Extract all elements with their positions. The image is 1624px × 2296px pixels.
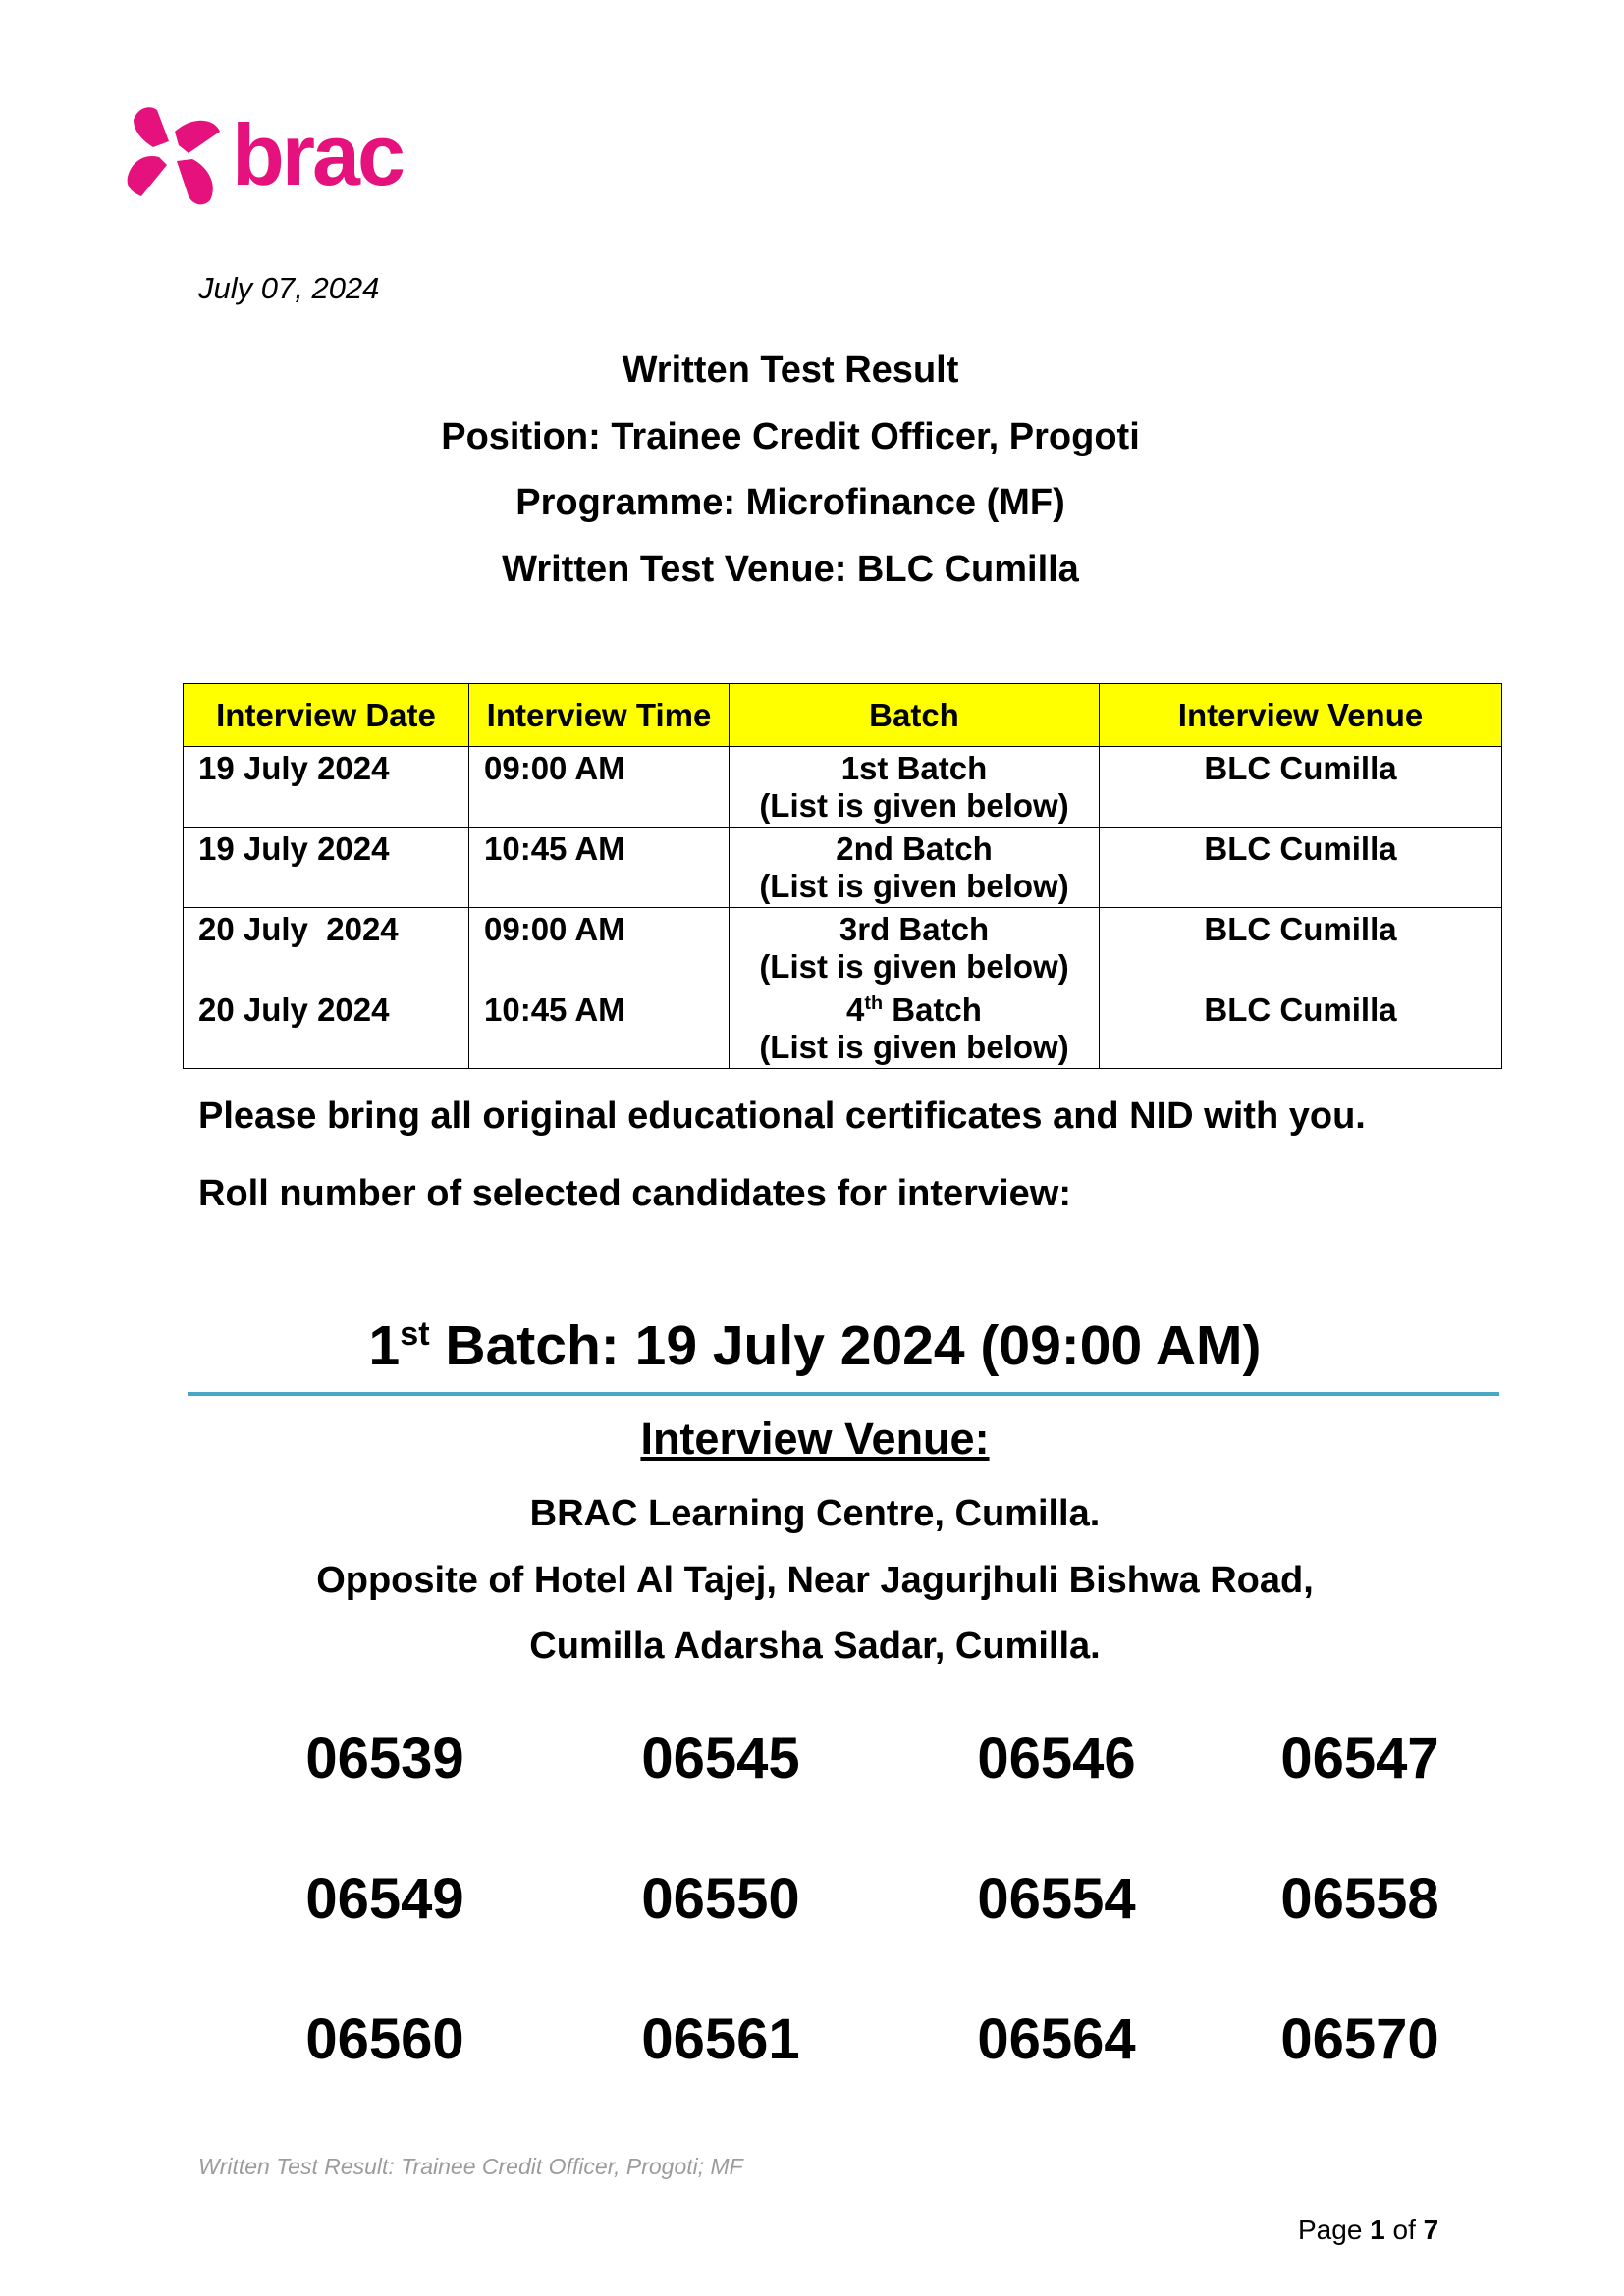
brac-logo bbox=[124, 102, 438, 212]
cell-venue: BLC Cumilla bbox=[1100, 988, 1502, 1069]
column-header-time: Interview Time bbox=[469, 684, 730, 747]
batch-note: (List is given below) bbox=[759, 948, 1069, 985]
cell-batch bbox=[730, 828, 1100, 908]
batch-number: 4 bbox=[846, 991, 865, 1028]
venue-address-line: BRAC Learning Centre, Cumilla. bbox=[529, 1493, 1101, 1534]
roll-number: 06550 bbox=[641, 1867, 800, 1931]
table-row bbox=[184, 988, 1502, 1069]
table-row bbox=[184, 908, 1502, 988]
batch-label: Batch bbox=[883, 991, 982, 1028]
documents-note: Please bring all original educational certificates and NID with you. bbox=[198, 1095, 1366, 1137]
cell-date: 19 July 2024 bbox=[184, 828, 469, 908]
roll-number: 06561 bbox=[641, 2007, 800, 2071]
written-test-venue-line: Written Test Venue: BLC Cumilla bbox=[502, 549, 1079, 590]
table-row bbox=[184, 747, 1502, 828]
table-header-row bbox=[184, 684, 1502, 747]
page-prefix: Page bbox=[1298, 2215, 1371, 2245]
position-line: Position: Trainee Credit Officer, Progoti bbox=[441, 416, 1140, 457]
cell-date: 19 July 2024 bbox=[184, 747, 469, 828]
batch-heading bbox=[0, 1313, 1624, 1378]
roll-number: 06539 bbox=[305, 1727, 464, 1790]
roll-intro: Roll number of selected candidates for interview: bbox=[198, 1173, 1071, 1214]
venue-address-line: Opposite of Hotel Al Tajej, Near Jagurjhuli Bishwa Road, bbox=[316, 1560, 1314, 1601]
roll-number: 06558 bbox=[1280, 1867, 1439, 1931]
roll-number: 06547 bbox=[1280, 1727, 1439, 1790]
cell-venue: BLC Cumilla bbox=[1100, 908, 1502, 988]
roll-number: 06560 bbox=[305, 2007, 464, 2071]
table-row bbox=[184, 828, 1502, 908]
cell-batch bbox=[730, 747, 1100, 828]
batch-label: 3rd Batch bbox=[839, 911, 990, 947]
document-title: Written Test Result bbox=[622, 349, 959, 391]
batch-note: (List is given below) bbox=[759, 787, 1069, 824]
roll-number: 06570 bbox=[1280, 2007, 1439, 2071]
footer-text: Written Test Result: Trainee Credit Officer, Progoti; MF bbox=[198, 2154, 743, 2179]
batch-heading-number: 1 bbox=[368, 1314, 401, 1377]
column-header-venue: Interview Venue bbox=[1100, 684, 1502, 747]
venue-address-line: Cumilla Adarsha Sadar, Cumilla. bbox=[529, 1626, 1101, 1667]
cell-batch bbox=[730, 988, 1100, 1069]
cell-time: 09:00 AM bbox=[469, 908, 730, 988]
cell-date: 20 July 2024 bbox=[184, 988, 469, 1069]
page-mid: of bbox=[1384, 2215, 1424, 2245]
page-number bbox=[1298, 2215, 1438, 2246]
brac-pinwheel-icon bbox=[128, 107, 220, 204]
batch-note: (List is given below) bbox=[759, 868, 1069, 904]
cell-batch bbox=[730, 908, 1100, 988]
roll-number: 06545 bbox=[641, 1727, 800, 1790]
column-header-date: Interview Date bbox=[184, 684, 469, 747]
batch-divider bbox=[188, 1392, 1499, 1396]
roll-number: 06546 bbox=[977, 1727, 1136, 1790]
roll-number: 06549 bbox=[305, 1867, 464, 1931]
page-current: 1 bbox=[1370, 2215, 1385, 2245]
cell-time: 10:45 AM bbox=[469, 988, 730, 1069]
programme-line: Programme: Microfinance (MF) bbox=[515, 482, 1065, 523]
batch-heading-text: Batch: 19 July 2024 (09:00 AM) bbox=[429, 1314, 1262, 1377]
batch-label: 1st Batch bbox=[840, 750, 988, 786]
cell-venue: BLC Cumilla bbox=[1100, 828, 1502, 908]
batch-note: (List is given below) bbox=[759, 1029, 1069, 1065]
interview-schedule-table bbox=[183, 683, 1502, 1069]
interview-venue-title: Interview Venue: bbox=[640, 1414, 990, 1464]
batch-label: 2nd Batch bbox=[836, 830, 993, 867]
cell-time: 10:45 AM bbox=[469, 828, 730, 908]
brac-wordmark: brac bbox=[232, 106, 403, 203]
column-header-batch: Batch bbox=[730, 684, 1100, 747]
cell-time: 09:00 AM bbox=[469, 747, 730, 828]
roll-number: 06564 bbox=[977, 2007, 1136, 2071]
batch-ordinal: th bbox=[864, 992, 884, 1014]
cell-venue: BLC Cumilla bbox=[1100, 747, 1502, 828]
roll-number: 06554 bbox=[977, 1867, 1136, 1931]
page-total: 7 bbox=[1423, 2215, 1439, 2245]
batch-heading-ordinal: st bbox=[400, 1315, 430, 1353]
cell-date: 20 July 2024 bbox=[184, 908, 469, 988]
document-date: July 07, 2024 bbox=[198, 271, 380, 305]
